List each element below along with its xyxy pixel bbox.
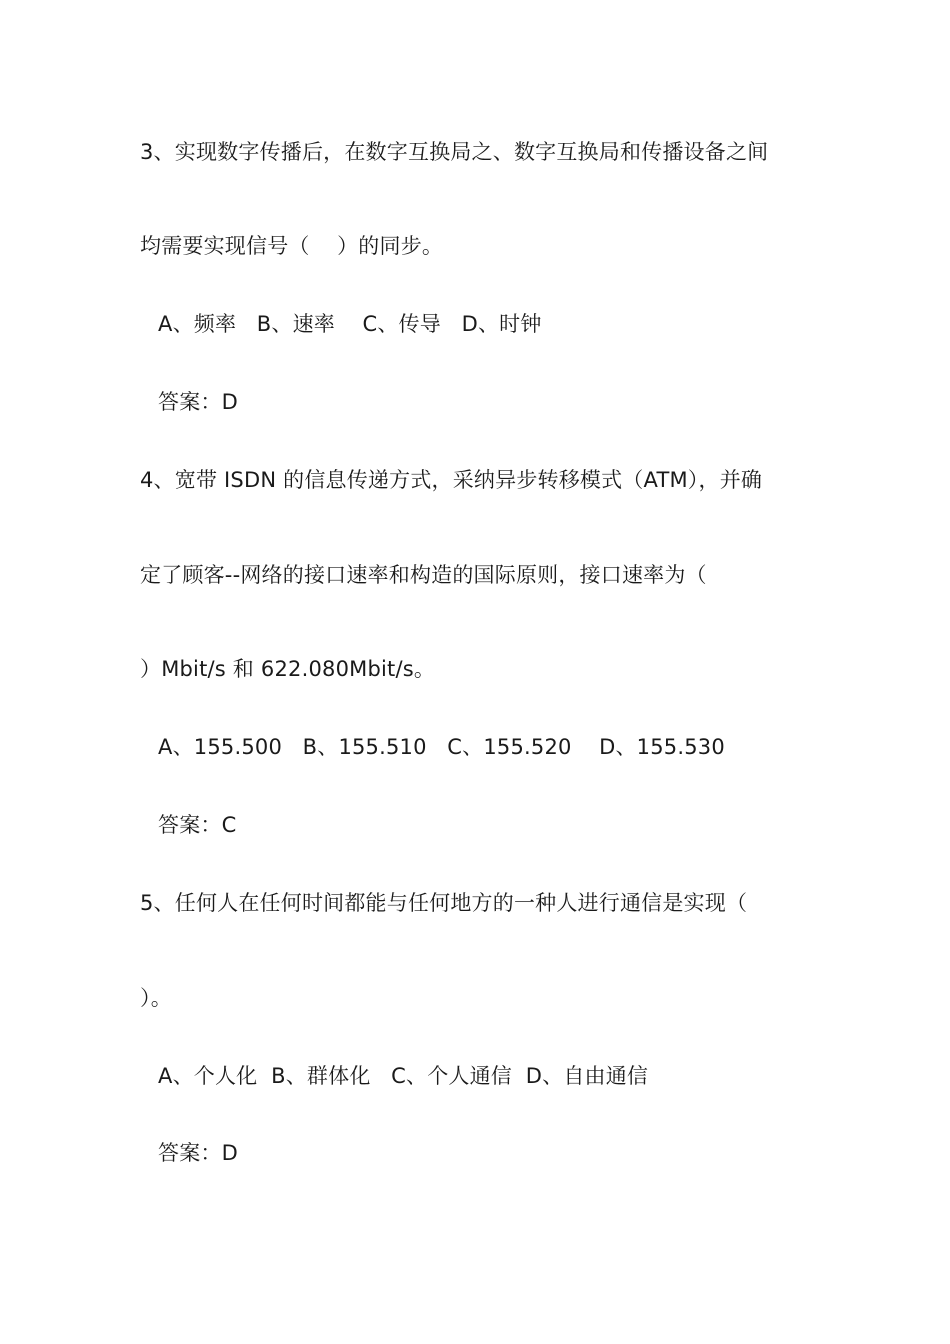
question-options: A、155.500 B、155.510 C、155.520 D、155.530 — [158, 735, 725, 759]
question-options: A、频率 B、速率 C、传导 D、时钟 — [158, 312, 542, 336]
question-text-line: 5、任何人在任何时间都能与任何地方的一种人进行通信是实现（ — [140, 891, 748, 915]
question-text-line: ）Mbit/s 和 622.080Mbit/s。 — [140, 657, 436, 681]
question-options: A、个人化 B、群体化 C、个人通信 D、自由通信 — [158, 1064, 649, 1088]
question-answer: 答案：D — [158, 1141, 238, 1165]
question-text-line: 3、实现数字传播后，在数字互换局之、数字互换局和传播设备之间 — [140, 140, 769, 164]
question-answer: 答案：C — [158, 813, 237, 837]
question-answer: 答案：D — [158, 390, 238, 414]
question-text-line: 定了顾客--网络的接口速率和构造的国际原则，接口速率为（ — [140, 563, 707, 587]
question-text-line: 均需要实现信号（ ）的同步。 — [140, 234, 444, 258]
question-text-line: ）。 — [140, 986, 172, 1010]
question-text-line: 4、宽带 ISDN 的信息传递方式，采纳异步转移模式（ATM），并确 — [140, 468, 763, 492]
